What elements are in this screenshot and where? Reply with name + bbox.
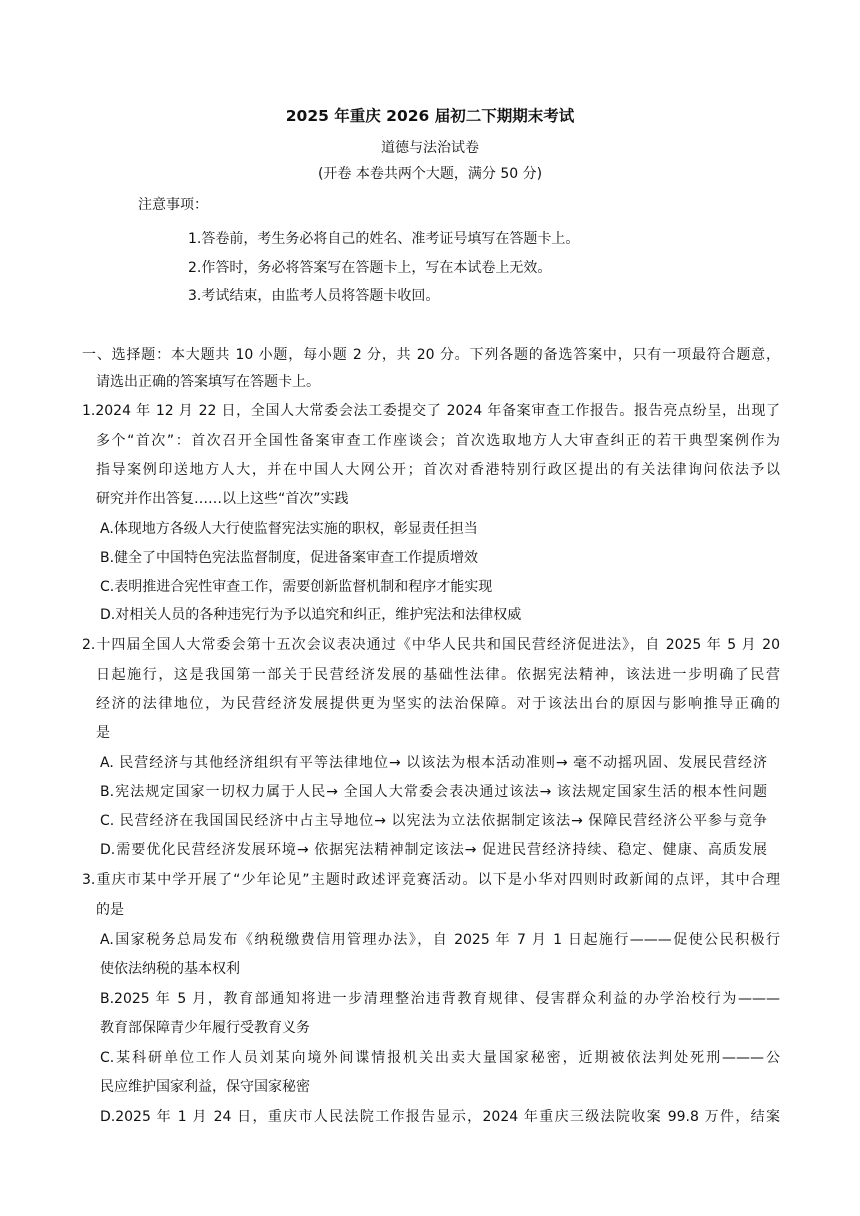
question-1-option-a: A.体现地方各级人大行使监督宪法实施的职权，彰显责任担当: [100, 521, 478, 537]
question-3-option-c-cont: 民应维护国家利益，保守国家秘密: [100, 1079, 310, 1095]
question-1-option-b: B.健全了中国特色宪法监督制度，促进备案审查工作提质增效: [100, 550, 479, 566]
notice-item: 3.考试结束，由监考人员将答题卡收回。: [188, 288, 440, 304]
question-2-stem-line: 2.十四届全国人大常委会第十五次会议表决通过《中华人民共和国民营经济促进法》，自 2025 年 5 月 20: [82, 637, 780, 653]
section-heading: 一、选择题：本大题共 10 小题，每小题 2 分，共 20 分。下列各题的备选答案中，只有一项最符合题意，: [82, 347, 780, 363]
question-2-option-a: A. 民营经济与其他经济组织有平等法律地位→ 以该法为根本活动准则→ 毫不动摇巩固、发展民营经济: [100, 755, 767, 771]
question-3-option-a-cont: 使依法纳税的基本权利: [100, 961, 240, 977]
exam-title: 2025 年重庆 2026 届初二下期期末考试: [285, 107, 575, 125]
exam-scope: (开卷 本卷共两个大题，满分 50 分): [317, 166, 543, 182]
notice-item: 2.作答时，务必将答案写在答题卡上，写在本试卷上无效。: [188, 260, 552, 276]
question-1-stem-line: 多个“首次”：首次召开全国性备案审查工作座谈会；首次选取地方人大审查纠正的若干典型案例作为: [96, 433, 780, 449]
question-2-option-d: D.需要优化民营经济发展环境→ 依据宪法精神制定该法→ 促进民营经济持续、稳定、健康、高质发展: [100, 842, 767, 858]
question-3-option-c: C.某科研单位工作人员刘某向境外间谍情报机关出卖大量国家秘密，近期被依法判处死刑———公: [100, 1050, 780, 1066]
question-3-option-d: D.2025 年 1 月 24 日，重庆市人民法院工作报告显示，2024 年重庆三级法院收案 99.8 万件，结案: [100, 1109, 780, 1125]
question-3-option-a: A.国家税务总局发布《纳税缴费信用管理办法》，自 2025 年 7 月 1 日起施行———促使公民积极行: [100, 932, 780, 948]
question-3-option-b-cont: 教育部保障青少年履行受教育义务: [100, 1020, 310, 1036]
question-2-stem-line: 是: [96, 725, 110, 741]
question-2-option-c: C. 民营经济在我国国民经济中占主导地位→ 以宪法为立法依据制定该法→ 保障民营经济公平参与竞争: [100, 813, 767, 829]
question-1-stem-line: 指导案例印送地方人大，并在中国人大网公开；首次对香港特别行政区提出的有关法律询问依法予以: [96, 462, 780, 478]
notice-title: 注意事项：: [138, 197, 208, 213]
question-3-option-b: B.2025 年 5 月，教育部通知将进一步清理整治违背教育规律、侵害群众利益的办学治校行为———: [100, 991, 780, 1007]
question-3-stem-line: 3.重庆市某中学开展了“少年论见”主题时政述评竞赛活动。以下是小华对四则时政新闻的点评，其中合理: [82, 872, 780, 888]
question-1-option-d: D.对相关人员的各种违宪行为予以追究和纠正，维护宪法和法律权威: [100, 607, 522, 623]
question-2-stem-line: 日起施行，这是我国第一部关于民营经济发展的基础性法律。依据宪法精神，该法进一步明确了民营: [96, 667, 780, 683]
question-1-option-c: C.表明推进合宪性审查工作，需要创新监督机制和程序才能实现: [100, 579, 493, 595]
exam-subject: 道德与法治试卷: [381, 140, 479, 156]
question-3-stem-line: 的是: [96, 902, 124, 918]
question-1-stem-line: 研究并作出答复……以上这些“首次”实践: [96, 491, 349, 507]
notice-item: 1.答卷前，考生务必将自己的姓名、准考证号填写在答题卡上。: [188, 231, 580, 247]
question-2-stem-line: 经济的法律地位，为民营经济发展提供更为坚实的法治保障。对于该法出台的原因与影响推导正确的: [96, 696, 780, 712]
question-2-option-b: B.宪法规定国家一切权力属于人民→ 全国人大常委会表决通过该法→ 该法规定国家生活的根本性问题: [100, 784, 767, 800]
section-instruction: 请选出正确的答案填写在答题卡上。: [96, 374, 320, 390]
question-1-stem-line: 1.2024 年 12 月 22 日，全国人大常委会法工委提交了 2024 年备案审查工作报告。报告亮点纷呈，出现了: [82, 403, 780, 419]
